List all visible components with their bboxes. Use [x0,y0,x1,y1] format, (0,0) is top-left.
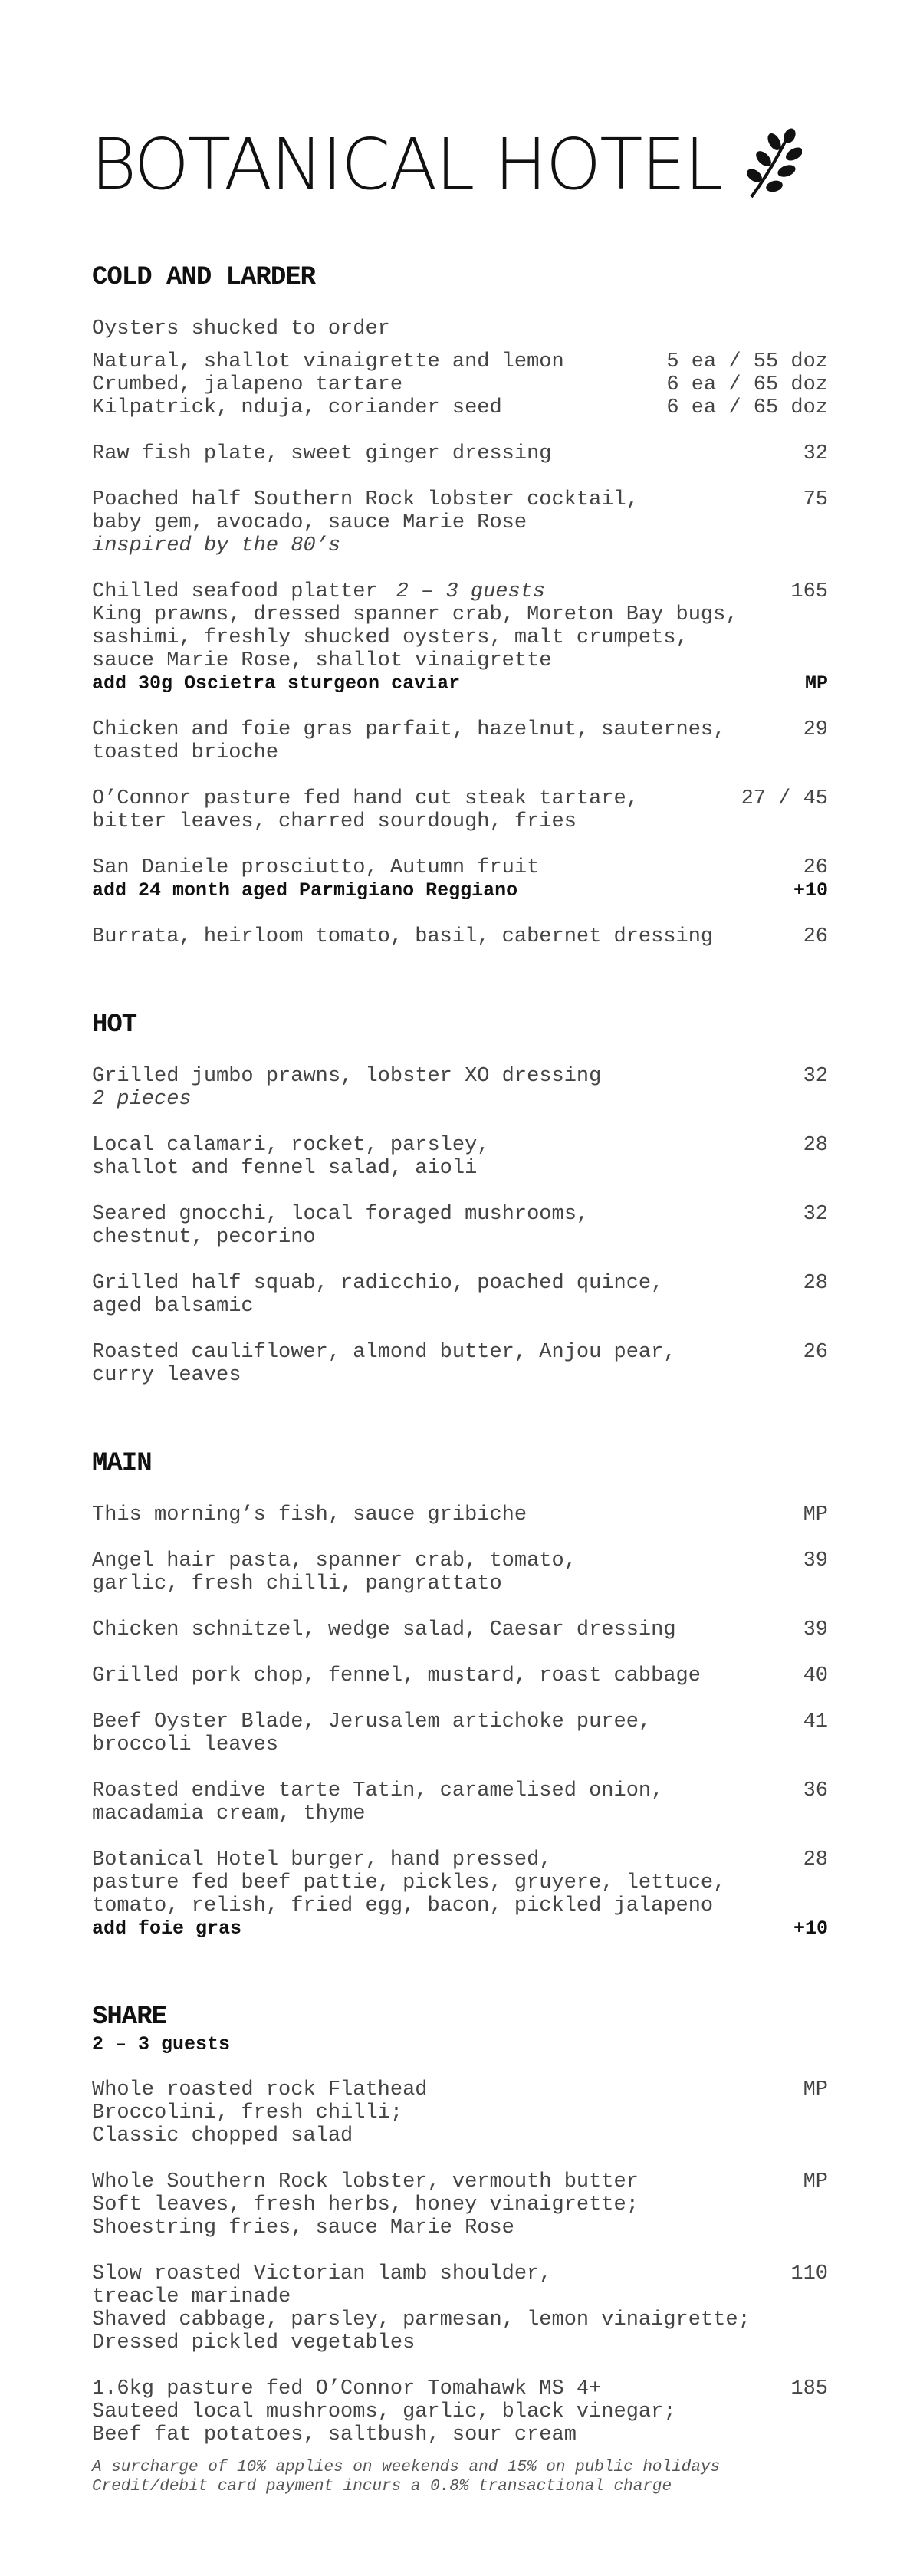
item-text: Roasted endive tarte Tatin, caramelised onion, [92,1779,664,1802]
item-line [92,649,828,672]
item-text: Dressed pickled vegetables [92,2331,416,2354]
item-line [92,317,828,340]
item-text-group [92,1802,365,1825]
item-text: Roasted cauliflower, almond butter, Anjou pear, [92,1341,676,1364]
item-price: 32 [803,1065,828,1088]
hotel-name: BOTANICAL HOTEL [90,123,722,205]
item-line [92,1779,828,1802]
add-on-line [92,672,828,695]
item-price: 75 [803,488,828,511]
item-text-group [92,810,577,833]
item-text-group [92,2377,601,2400]
menu-item [92,2262,828,2354]
menu-item [92,1710,828,1756]
item-line [92,2377,828,2400]
item-text-group [92,2101,402,2124]
item-text: Grilled jumbo prawns, lobster XO dressing [92,1065,602,1088]
item-line [92,787,828,810]
item-text: Poached half Southern Rock lobster cocktail, [92,488,639,511]
item-line [92,1549,828,1572]
item-line [92,1710,828,1733]
item-line [92,2124,828,2147]
item-text-group [92,2170,639,2193]
item-text: 2 pieces [92,1088,192,1111]
item-text-group [92,1157,477,1180]
item-price: 185 [790,2377,828,2400]
add-on-line [92,879,828,902]
item-text-group [92,317,390,340]
item-text-group [92,488,639,511]
menu-item [92,1134,828,1180]
item-line [92,1203,828,1226]
item-price: 41 [803,1710,828,1733]
menu-item [92,488,828,557]
item-text: Slow roasted Victorian lamb shoulder, [92,2262,552,2285]
item-text: Chicken and foie gras parfait, hazelnut, sauternes, [92,718,726,741]
item-line [92,488,828,511]
item-text-group [92,1848,552,1871]
item-line [92,1664,828,1687]
item-text: Sauteed local mushrooms, garlic, black vinegar; [92,2400,676,2423]
item-line [92,511,828,534]
menu-item [92,2170,828,2239]
item-line [92,373,828,396]
item-text-group [92,879,518,902]
item-text-group [92,2262,552,2285]
item-text-group [92,856,539,879]
item-line [92,1618,828,1641]
item-line [92,741,828,764]
item-line [92,2423,828,2446]
item-text: Grilled pork chop, fennel, mustard, roast cabbage [92,1664,701,1687]
item-price: 110 [790,2262,828,2285]
section-title: HOT [92,1010,137,1040]
item-price: 40 [803,1664,828,1687]
menu-item [92,787,828,833]
item-text-group [92,1341,676,1364]
item-text: This morning’s fish, sauce gribiche [92,1503,527,1526]
item-price: +10 [793,879,828,902]
item-price: +10 [793,1917,828,1940]
item-text: chestnut, pecorino [92,1226,316,1249]
item-text: curry leaves [92,1364,242,1387]
item-text-group [92,2331,415,2354]
item-text-group [92,1088,192,1111]
menu-item [92,442,828,465]
item-line [92,1802,828,1825]
item-price: 26 [803,1341,828,1364]
item-text: add 30g Oscietra sturgeon caviar [92,672,461,695]
item-line [92,396,828,419]
item-price: 29 [803,718,828,741]
item-line [92,1733,828,1756]
menu-item [92,1664,828,1687]
item-text-group [92,2078,427,2101]
item-text: Chicken schnitzel, wedge salad, Caesar dressing [92,1618,676,1641]
item-text: Raw fish plate, sweet ginger dressing [92,442,552,465]
item-price: 28 [803,1848,828,1871]
item-text-group [92,2285,291,2308]
item-price: 26 [803,925,828,948]
section-subtitle: 2 – 3 guests [92,2033,231,2055]
item-text-group [92,2308,751,2331]
item-text-group [92,511,527,534]
item-text-group [92,603,738,626]
item-line [92,626,828,649]
menu-items [92,317,828,948]
menu-item [92,1065,828,1111]
item-text: sauce Marie Rose, shallot vinaigrette [92,649,552,672]
surcharge-footer [92,2458,720,2496]
menu-item [92,856,828,902]
item-text-group [92,626,688,649]
item-price: 28 [803,1272,828,1295]
item-text-group [92,1733,278,1756]
item-text-group [92,1917,242,1940]
item-text-group [92,1871,725,1894]
item-text: baby gem, avocado, sauce Marie Rose [92,511,527,534]
item-text: Shoestring fries, sauce Marie Rose [92,2216,514,2239]
item-text: Oysters shucked to order [92,317,390,340]
item-line [92,1503,828,1526]
menu-section-cold-and-larder [92,261,828,948]
item-price: 39 [803,1618,828,1641]
item-text: Angel hair pasta, spanner crab, tomato, [92,1549,577,1572]
item-price: 6 ea / 65 doz [666,373,828,396]
item-text-group [92,1272,663,1295]
item-text-group [92,741,278,764]
item-text: Grilled half squab, radicchio, poached quince, [92,1272,664,1295]
menu-item [92,2078,828,2147]
item-text-group [92,1503,527,1526]
menu-item [92,718,828,764]
menu-item [92,1272,828,1318]
item-text-group [92,649,552,672]
footer-line: A surcharge of 10% applies on weekends and 15% on public holidays [92,2459,721,2476]
item-line [92,2400,828,2423]
menu-items [92,2078,828,2446]
item-text-group [92,1364,241,1387]
item-line [92,1341,828,1364]
menu-section-share [92,2000,828,2446]
item-text: Seared gnocchi, local foraged mushrooms, [92,1203,590,1226]
item-price: MP [803,2170,828,2193]
item-text: aged balsamic [92,1295,254,1318]
footer-line: Credit/debit card payment incurs a 0.8% transactional charge [92,2478,672,2496]
item-text: Natural, shallot vinaigrette and lemon [92,350,564,373]
menu-item [92,1549,828,1595]
item-line [92,856,828,879]
item-text: broccoli leaves [92,1733,279,1756]
item-line [92,1226,828,1249]
item-text: King prawns, dressed spanner crab, Moreton Bay bugs, [92,603,738,626]
item-line [92,1848,828,1871]
menu-item [92,317,828,340]
menu-section-hot [92,1008,828,1387]
item-price: 32 [803,442,828,465]
menu-item [92,925,828,948]
item-text-group [92,1618,676,1641]
item-text: bitter leaves, charred sourdough, fries [92,810,577,833]
item-text-group [92,2193,639,2216]
item-text: treacle marinade [92,2285,291,2308]
item-text-group [92,1779,663,1802]
item-text: Whole roasted rock Flathead [92,2078,428,2101]
item-line [92,442,828,465]
item-text-group [92,1664,701,1687]
item-text-group [92,1065,601,1088]
item-price: 165 [790,580,828,603]
item-price: 39 [803,1549,828,1572]
menu-items [92,1065,828,1387]
section-title: SHARE [92,2003,167,2032]
item-text: pasture fed beef pattie, pickles, gruyere, lettuce, [92,1871,726,1894]
item-note-line [92,534,828,557]
menu-item [92,580,828,695]
item-text: O’Connor pasture fed hand cut steak tartare, [92,787,639,810]
item-text: 1.6kg pasture fed O’Connor Tomahawk MS 4+ [92,2377,602,2400]
item-text: Crumbed, jalapeno tartare [92,373,403,396]
item-text-group [92,350,564,373]
item-line [92,1157,828,1180]
menu [92,261,828,2506]
leaf-sprig-icon [741,128,802,202]
item-text: sashimi, freshly shucked oysters, malt crumpets, [92,626,688,649]
item-text: Classic chopped salad [92,2124,353,2147]
item-text-group [92,1226,316,1249]
item-line [92,1364,828,1387]
item-price: MP [804,672,828,695]
item-line [92,1894,828,1917]
item-price: MP [803,1503,828,1526]
menu-items [92,1503,828,1940]
item-price: 6 ea / 65 doz [666,396,828,419]
item-text-group [92,1203,589,1226]
item-text-group [92,580,545,603]
item-text: Local calamari, rocket, parsley, [92,1134,490,1157]
item-text: San Daniele prosciutto, Autumn fruit [92,856,540,879]
item-line [92,718,828,741]
item-text-group [92,925,713,948]
item-text-group [92,442,552,465]
menu-item [92,1848,828,1940]
item-line [92,1065,828,1088]
item-line [92,2285,828,2308]
item-text-group [92,373,402,396]
menu-item [92,1203,828,1249]
item-text: tomato, relish, fried egg, bacon, pickled jalapeno [92,1894,714,1917]
item-line [92,2078,828,2101]
item-text-group [92,2124,353,2147]
item-line [92,603,828,626]
item-text: Beef Oyster Blade, Jerusalem artichoke puree, [92,1710,652,1733]
menu-item [92,2377,828,2446]
item-line [92,925,828,948]
item-text: Whole Southern Rock lobster, vermouth butter [92,2170,639,2193]
item-text-group [92,1572,502,1595]
item-text-group [92,2400,676,2423]
item-text: add foie gras [92,1917,242,1940]
item-text: Burrata, heirloom tomato, basil, cabernet dressing [92,925,714,948]
item-text-group [92,1710,651,1733]
menu-item [92,1779,828,1825]
item-text-group [92,787,639,810]
menu-section-main [92,1447,828,1940]
item-text-group [92,718,725,741]
item-line [92,810,828,833]
add-on-line [92,1917,828,1940]
item-text: Broccolini, fresh chilli; [92,2101,403,2124]
item-price: 28 [803,1134,828,1157]
item-text-group [92,534,340,557]
item-price: 32 [803,1203,828,1226]
item-text-group [92,1134,489,1157]
item-text-group [92,396,502,419]
item-text-group [92,2216,514,2239]
item-line [92,1134,828,1157]
item-price: 36 [803,1779,828,1802]
item-text: shallot and fennel salad, aioli [92,1157,478,1180]
item-line [92,2101,828,2124]
item-line [92,2216,828,2239]
item-line [92,350,828,373]
section-title: MAIN [92,1449,152,1478]
item-text: inspired by the 80’s [92,534,341,557]
item-text: toasted brioche [92,741,279,764]
menu-item [92,1618,828,1641]
menu-item [92,1341,828,1387]
guest-note: 2 – 3 guests [396,580,546,603]
item-text: garlic, fresh chilli, pangrattato [92,1572,502,1595]
item-line [92,1295,828,1318]
item-line [92,1572,828,1595]
item-text: add 24 month aged Parmigiano Reggiano [92,879,518,902]
item-line [92,2262,828,2285]
item-text: Kilpatrick, nduja, coriander seed [92,396,502,419]
item-price: 27 / 45 [741,787,828,810]
menu-item [92,1503,828,1526]
item-text: macadamia cream, thyme [92,1802,366,1825]
item-line [92,1871,828,1894]
item-text: Botanical Hotel burger, hand pressed, [92,1848,552,1871]
brand-header [90,123,802,207]
item-note-line [92,1088,828,1111]
item-price: 26 [803,856,828,879]
section-title: COLD AND LARDER [92,263,316,292]
item-text: Chilled seafood platter [92,580,378,603]
item-text-group [92,1894,713,1917]
item-text: Shaved cabbage, parsley, parmesan, lemon vinaigrette; [92,2308,751,2331]
item-text-group [92,1295,254,1318]
item-line [92,580,828,603]
item-text: Beef fat potatoes, saltbush, sour cream [92,2423,577,2446]
menu-item [92,350,828,419]
item-line [92,2193,828,2216]
item-price: 5 ea / 55 doz [666,350,828,373]
item-line [92,1272,828,1295]
item-text: Soft leaves, fresh herbs, honey vinaigrette; [92,2193,639,2216]
item-line [92,2331,828,2354]
item-line [92,2170,828,2193]
item-text-group [92,672,460,695]
item-line [92,2308,828,2331]
item-price: MP [803,2078,828,2101]
item-text-group [92,1549,577,1572]
item-text-group [92,2423,577,2446]
